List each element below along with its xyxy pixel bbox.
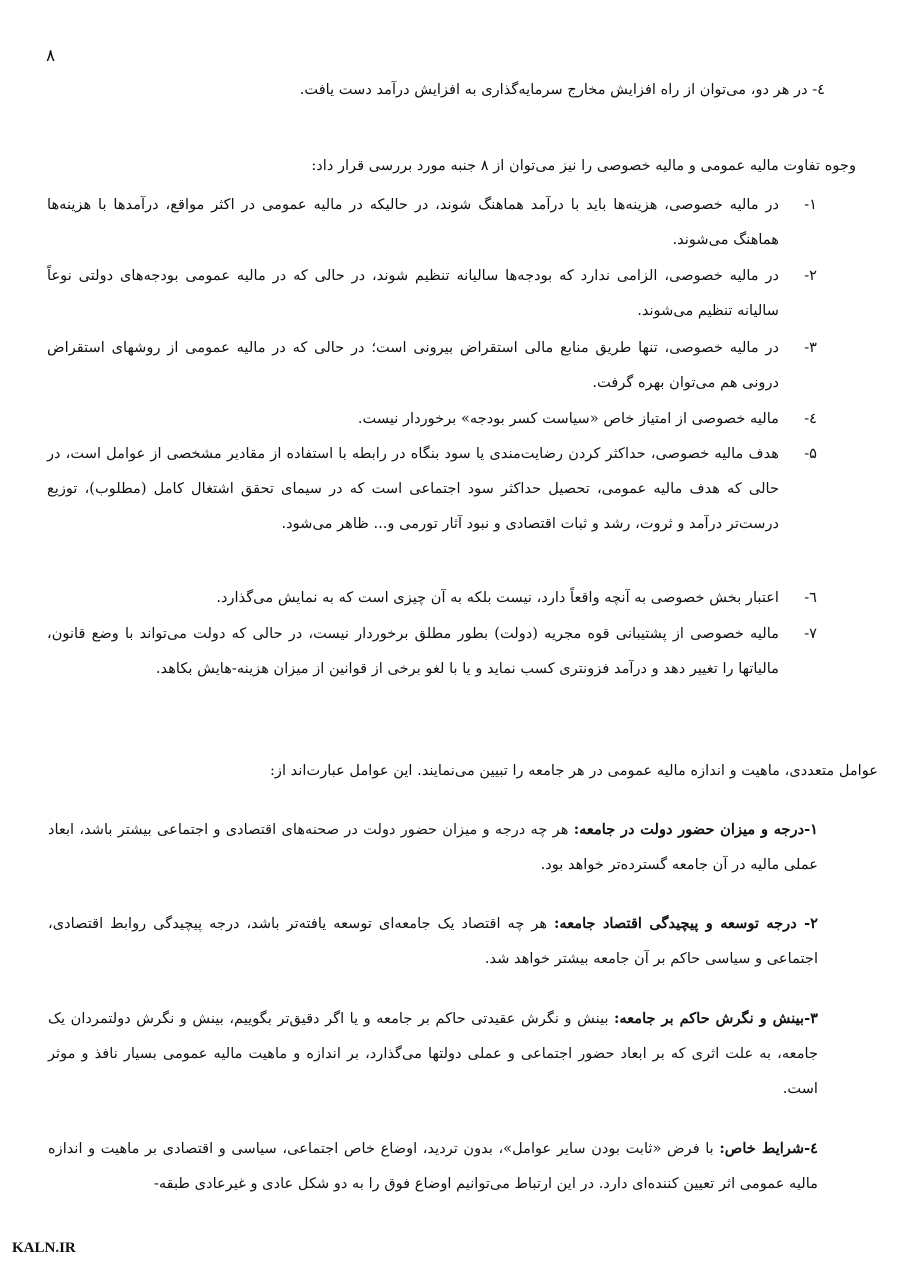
item-text: مالیه خصوصی از پشتیبانی قوه مجریه (دولت) بطور مطلق برخوردار نیست، در حالی که دولت می‌تواند با وضع قانون، مالیاتها را تغییر دهد و درآمد فزونتری کسب نماید و یا با لغو برخی از قوانین از میزان هزینه-هایش بکاهد. <box>47 625 779 677</box>
list-item <box>47 187 817 257</box>
item-text: مالیه خصوصی از امتیاز خاص «سیاست کسر بودجه» برخوردار نیست. <box>357 410 779 427</box>
item-text: اعتبار بخش خصوصی به آنچه واقعاً دارد، نیست بلکه به آن چیزی است که به نمایش می‌گذارد. <box>216 589 779 606</box>
item-number: ٦- <box>804 589 817 606</box>
list-item <box>47 436 817 541</box>
factor-paragraph <box>48 812 818 882</box>
top-line: ٤- در هر دو، می‌توان از راه افزایش مخارج سرمایه‌گذاری به افزایش درآمد دست یافت. <box>299 81 825 98</box>
item-number: ۷- <box>804 625 817 642</box>
list-item <box>47 258 817 328</box>
site-watermark: KALN.IR <box>12 1240 76 1256</box>
page-number: ۸ <box>46 46 56 66</box>
item-number: ۲- <box>804 267 817 284</box>
factor-paragraph <box>48 906 818 976</box>
list-item <box>47 401 817 436</box>
factor-title: ۲- درجه توسعه و پیچیدگی اقتصاد جامعه: <box>554 915 818 932</box>
item-number: ۳- <box>804 339 817 356</box>
factor-paragraph <box>48 1001 818 1106</box>
list-item <box>47 330 817 400</box>
factor-title: ٤-شرایط خاص: <box>719 1140 818 1157</box>
factor-title: ۱-درجه و میزان حضور دولت در جامعه: <box>573 821 818 838</box>
item-text: در مالیه خصوصی، تنها طریق منابع مالی استقراض بیرونی است؛ در حالی که در مالیه عمومی از روشهای استقراض درونی هم می‌توان بهره گرفت. <box>47 339 779 391</box>
intro-text: وجوه تفاوت مالیه عمومی و مالیه خصوصی را نیز می‌توان از ۸ جنبه مورد بررسی قرار داد: <box>311 157 856 174</box>
list-item <box>47 580 817 615</box>
factor-text: هر چه اقتصاد یک جامعه‌ای توسعه یافته‌تر باشد، درجه پیچیدگی روابط اقتصادی، اجتماعی و سیاسی حاکم بر آن جامعه بیشتر خواهد شد. <box>48 915 818 967</box>
item-text: هدف مالیه خصوصی، حداکثر کردن رضایت‌مندی یا سود بنگاه در رابطه با استفاده از مقادیر مشخصی از عوامل است، در حالی که هدف مالیه عمومی، تحصیل حداکثر سود اجتماعی است که در سیمای تحقق اشتغال کامل (مطلوب)، توزیع درست‌تر درآمد و ثروت، رشد و ثبات اقتصادی و نبود آثار تورمی و... ظاهر می‌شود. <box>47 445 779 532</box>
item-number: ٤- <box>804 410 817 427</box>
item-text: در مالیه خصوصی، الزامی ندارد که بودجه‌ها سالیانه تنظیم شوند، در حالی که در مالیه عمومی بودجه‌های دولتی نوعاً سالیانه تنظیم می‌شوند. <box>47 267 779 319</box>
item-number: ۵- <box>804 445 817 462</box>
factor-text: با فرض «ثابت بودن سایر عوامل»، بدون تردید، اوضاع خاص اجتماعی، سیاسی و اقتصادی بر ماهیت و اندازه مالیه عمومی اثر تعیین کننده‌ای دارد. در این ارتباط می‌توانیم اوضاع فوق را به دو شکل عادی و غیرعادی طبقه- <box>48 1140 818 1192</box>
item-number: ۱- <box>804 196 817 213</box>
list-item <box>47 616 817 686</box>
factors-intro: عوامل متعددی، ماهیت و اندازه مالیه عمومی در هر جامعه را تبیین می‌نمایند. این عوامل عبارت‌اند از: <box>270 762 878 779</box>
item-text: در مالیه خصوصی، هزینه‌ها باید با درآمد هماهنگ شوند، در حالیکه در مالیه عمومی در اکثر مواقع، درآمدها با هزینه‌ها هماهنگ می‌شوند. <box>47 196 779 248</box>
factor-text: بینش و نگرش عقیدتی حاکم بر جامعه و یا اگر دقیق‌تر بگوییم، بینش و نگرش دولتمردان یک جامعه، به علت اثری که بر ابعاد حضور اجتماعی و عملی دولتها می‌گذارد، بر اندازه و ماهیت مالیه عمومی بسیار نافذ و موثر است. <box>48 1010 818 1097</box>
factor-paragraph <box>48 1131 818 1201</box>
factor-text: هر چه درجه و میزان حضور دولت در صحنه‌های اقتصادی و اجتماعی بیشتر باشد، ابعاد عملی مالیه در آن جامعه گسترده‌تر خواهد بود. <box>48 821 818 873</box>
factor-title: ۳-بینش و نگرش حاکم بر جامعه: <box>614 1010 818 1027</box>
